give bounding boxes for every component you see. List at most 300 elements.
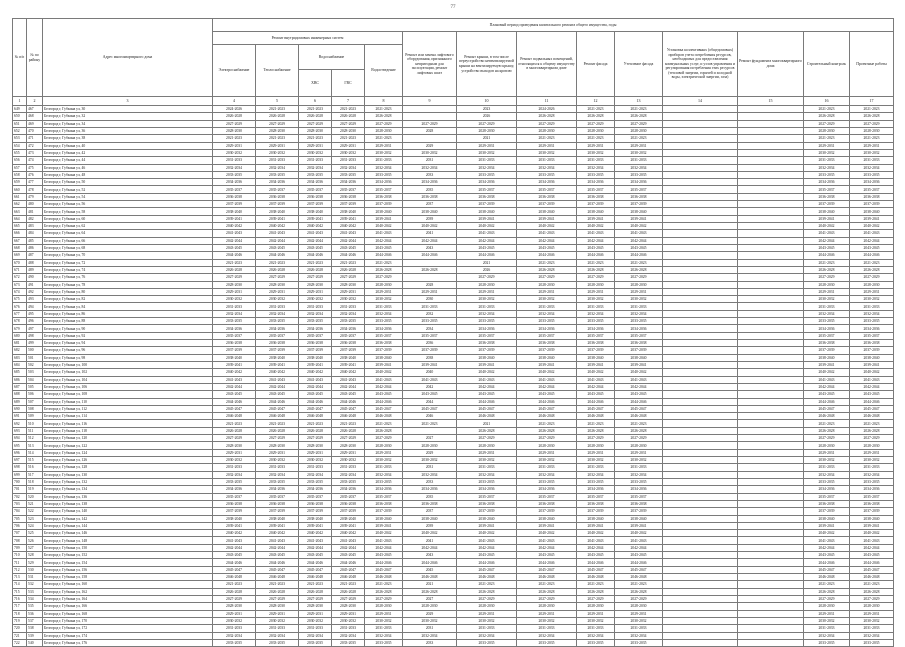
period-cell: 2032-2034 [365, 310, 403, 317]
period-cell: 2042-2044 [256, 383, 299, 390]
period-cell: 2034-2036 [577, 486, 615, 493]
period-cell: 2021-2023 [615, 106, 663, 113]
period-cell: 2035-2037 [365, 332, 403, 339]
period-cell: 2038-2040 [457, 515, 517, 522]
period-cell [738, 603, 804, 610]
period-cell: 2027-2029 [615, 595, 663, 602]
period-cell: 2033-2035 [804, 478, 850, 485]
period-cell: 2039 [403, 522, 457, 529]
address-cell: Белгород г, Губкина ул, 126 [43, 457, 213, 464]
period-cell: 2044-2046 [457, 252, 517, 259]
period-cell: 2042-2044 [850, 383, 894, 390]
district-number: 535 [27, 603, 43, 610]
address-cell: Белгород г, Губкина ул, 110 [43, 398, 213, 405]
period-cell: 2042-2044 [577, 237, 615, 244]
period-cell [663, 215, 738, 222]
row-number: 718 [13, 610, 27, 617]
address-cell: Белгород г, Губкина ул, 104 [43, 376, 213, 383]
period-cell: 2046-2048 [517, 574, 577, 581]
period-cell: 2036-2038 [577, 193, 615, 200]
row-number: 658 [13, 171, 27, 178]
period-cell: 2031-2033 [332, 625, 365, 632]
row-number: 659 [13, 179, 27, 186]
period-cell [663, 537, 738, 544]
period-cell: 2029-2031 [577, 449, 615, 456]
period-cell: 2046-2048 [517, 413, 577, 420]
period-cell: 2031-2033 [332, 303, 365, 310]
period-cell: 2029-2031 [517, 142, 577, 149]
period-cell: 2021-2023 [615, 581, 663, 588]
period-cell: 2026-2028 [332, 266, 365, 273]
period-cell [663, 508, 738, 515]
row-number: 666 [13, 230, 27, 237]
period-cell: 2033-2035 [332, 171, 365, 178]
period-cell: 2030-2032 [517, 149, 577, 156]
table-row [13, 603, 894, 610]
period-cell: 2031-2033 [615, 303, 663, 310]
period-cell: 2043-2045 [577, 391, 615, 398]
row-number: 657 [13, 164, 27, 171]
period-cell: 2033-2035 [457, 639, 517, 646]
table-row [13, 493, 894, 500]
period-cell: 2041-2043 [213, 230, 256, 237]
row-number: 688 [13, 391, 27, 398]
period-cell: 2039-2041 [403, 361, 457, 368]
period-cell: 2033 [403, 171, 457, 178]
period-cell: 2044 [403, 398, 457, 405]
period-cell: 2029-2031 [256, 288, 299, 295]
period-cell: 2044-2046 [256, 252, 299, 259]
table-row [13, 332, 894, 339]
table-row [13, 376, 894, 383]
period-cell: 2040-2042 [615, 369, 663, 376]
period-cell: 2028-2030 [365, 603, 403, 610]
period-cell: 2041-2043 [804, 230, 850, 237]
period-cell: 2030-2032 [577, 617, 615, 624]
district-number: 512 [27, 435, 43, 442]
period-cell: 2043-2045 [804, 244, 850, 251]
period-cell: 2021-2023 [365, 259, 403, 266]
period-cell: 2021-2023 [615, 259, 663, 266]
table-row [13, 420, 894, 427]
period-cell: 2038-2040 [517, 515, 577, 522]
header-address: Адрес многоквартирного дома [43, 19, 213, 97]
period-cell: 2043-2045 [850, 391, 894, 398]
period-cell [738, 113, 804, 120]
period-cell: 2031-2033 [256, 464, 299, 471]
period-cell: 2033-2035 [365, 171, 403, 178]
period-cell: 2033-2035 [517, 478, 577, 485]
header-no-pp: № п/п [13, 19, 27, 97]
period-cell: 2027-2029 [365, 274, 403, 281]
period-cell: 2029-2031 [403, 288, 457, 295]
period-cell: 2039-2041 [615, 361, 663, 368]
period-cell: 2042-2044 [213, 544, 256, 551]
district-number: 484 [27, 230, 43, 237]
district-number: 524 [27, 522, 43, 529]
period-cell: 2036-2038 [804, 500, 850, 507]
period-cell: 2032-2034 [256, 471, 299, 478]
period-cell [403, 135, 457, 142]
period-cell: 2034-2036 [299, 179, 332, 186]
period-cell: 2021-2023 [850, 135, 894, 142]
period-cell: 2033-2035 [213, 318, 256, 325]
row-number: 702 [13, 493, 27, 500]
period-cell [738, 588, 804, 595]
period-cell: 2026-2028 [615, 266, 663, 273]
period-cell: 2031-2033 [299, 157, 332, 164]
period-cell: 2032-2034 [213, 310, 256, 317]
address-cell: Белгород г, Губкина ул, 168 [43, 610, 213, 617]
table-row [13, 632, 894, 639]
period-cell: 2040-2042 [213, 530, 256, 537]
period-cell: 2045-2047 [213, 405, 256, 412]
period-cell: 2034-2036 [256, 179, 299, 186]
period-cell: 2027-2029 [332, 274, 365, 281]
period-cell: 2043-2045 [457, 391, 517, 398]
period-cell [663, 639, 738, 646]
row-number: 668 [13, 244, 27, 251]
period-cell: 2044-2046 [256, 559, 299, 566]
period-cell: 2045-2047 [850, 566, 894, 573]
table-row [13, 237, 894, 244]
period-cell: 2043-2045 [332, 391, 365, 398]
header-foundation: Ремонт фасада [577, 32, 615, 97]
table-row [13, 142, 894, 149]
period-cell: 2035-2037 [332, 493, 365, 500]
period-cell: 2037-2039 [577, 201, 615, 208]
period-cell: 2021-2023 [299, 581, 332, 588]
address-cell: Белгород г, Губкина ул, 164 [43, 595, 213, 602]
column-number: 17 [850, 97, 894, 106]
period-cell: 2036-2038 [804, 340, 850, 347]
period-cell: 2045-2047 [365, 566, 403, 573]
period-cell: 2043-2045 [213, 552, 256, 559]
period-cell: 2027-2029 [457, 274, 517, 281]
period-cell: 2029-2031 [365, 288, 403, 295]
period-cell: 2026-2028 [256, 266, 299, 273]
period-cell: 2044-2046 [365, 398, 403, 405]
period-cell: 2044-2046 [457, 398, 517, 405]
period-cell: 2040-2042 [256, 530, 299, 537]
period-cell: 2033-2035 [213, 639, 256, 646]
header-electricity: Электроснабжение [213, 45, 256, 97]
period-cell: 2028-2030 [213, 442, 256, 449]
period-cell: 2032 [403, 310, 457, 317]
period-cell: 2037-2039 [517, 201, 577, 208]
header-building-control: Строительный контроль [804, 32, 850, 97]
period-cell: 2041-2043 [850, 230, 894, 237]
address-cell: Белгород г, Губкина ул, 124 [43, 449, 213, 456]
period-cell [663, 127, 738, 134]
period-cell: 2030-2032 [457, 149, 517, 156]
column-number: 14 [663, 97, 738, 106]
address-cell: Белгород г, Губкина ул, 138 [43, 500, 213, 507]
district-number: 468 [27, 113, 43, 120]
row-number: 686 [13, 376, 27, 383]
period-cell: 2038-2040 [577, 208, 615, 215]
period-cell: 2021 [457, 135, 517, 142]
period-cell: 2032-2034 [615, 164, 663, 171]
row-number: 670 [13, 259, 27, 266]
period-cell: 2037-2039 [332, 347, 365, 354]
period-cell: 2033-2035 [577, 318, 615, 325]
period-cell: 2033-2035 [517, 171, 577, 178]
period-cell: 2039-2041 [615, 215, 663, 222]
period-cell: 2027-2029 [256, 435, 299, 442]
period-cell: 2026-2028 [299, 427, 332, 434]
address-cell: Белгород г, Губкина ул, 148 [43, 537, 213, 544]
district-number: 514 [27, 449, 43, 456]
row-number: 663 [13, 208, 27, 215]
period-cell: 2034-2036 [457, 325, 517, 332]
period-cell: 2031-2033 [615, 464, 663, 471]
period-cell: 2026 [457, 113, 517, 120]
period-cell: 2033-2035 [577, 639, 615, 646]
period-cell: 2028-2030 [365, 442, 403, 449]
period-cell: 2038-2040 [517, 354, 577, 361]
period-cell: 2043-2045 [804, 552, 850, 559]
period-cell: 2030-2032 [517, 617, 577, 624]
period-cell: 2043-2045 [517, 552, 577, 559]
period-cell [663, 223, 738, 230]
period-cell [663, 471, 738, 478]
period-cell: 2041-2043 [256, 376, 299, 383]
period-cell: 2033-2035 [213, 478, 256, 485]
period-cell [738, 427, 804, 434]
table-row [13, 610, 894, 617]
row-number: 690 [13, 405, 27, 412]
address-cell: Белгород г, Губкина ул, 86 [43, 310, 213, 317]
table-row [13, 179, 894, 186]
period-cell: 2027-2029 [365, 120, 403, 127]
table-row [13, 625, 894, 632]
period-cell: 2045-2047 [850, 405, 894, 412]
period-cell [663, 391, 738, 398]
period-cell: 2041-2043 [615, 376, 663, 383]
period-cell: 2033-2035 [517, 639, 577, 646]
period-cell: 2034-2036 [577, 325, 615, 332]
row-number: 708 [13, 537, 27, 544]
period-cell [663, 603, 738, 610]
period-cell: 2028-2030 [332, 442, 365, 449]
period-cell: 2031-2033 [577, 625, 615, 632]
period-cell [663, 552, 738, 559]
period-cell: 2032-2034 [577, 632, 615, 639]
period-cell: 2036-2038 [365, 193, 403, 200]
district-number: 531 [27, 574, 43, 581]
period-cell: 2036-2038 [299, 500, 332, 507]
period-cell: 2038-2040 [256, 354, 299, 361]
district-number: 469 [27, 120, 43, 127]
period-cell [738, 420, 804, 427]
period-cell: 2021-2023 [804, 135, 850, 142]
period-cell: 2040-2042 [850, 530, 894, 537]
period-cell: 2043-2045 [615, 391, 663, 398]
period-cell: 2026-2028 [332, 113, 365, 120]
period-cell: 2043-2045 [517, 391, 577, 398]
period-cell: 2039-2041 [256, 522, 299, 529]
period-cell: 2029-2031 [804, 610, 850, 617]
district-number: 511 [27, 427, 43, 434]
district-number: 505 [27, 383, 43, 390]
period-cell: 2021-2023 [256, 106, 299, 113]
period-cell: 2042-2044 [850, 237, 894, 244]
address-cell: Белгород г, Губкина ул, 134 [43, 486, 213, 493]
period-cell: 2034-2036 [403, 179, 457, 186]
period-cell [663, 522, 738, 529]
period-cell: 2033-2035 [365, 478, 403, 485]
period-cell: 2037-2039 [256, 347, 299, 354]
district-number: 477 [27, 179, 43, 186]
period-cell [738, 515, 804, 522]
period-cell [663, 486, 738, 493]
period-cell [738, 383, 804, 390]
period-cell: 2034-2036 [365, 325, 403, 332]
row-number: 679 [13, 325, 27, 332]
period-cell: 2028-2030 [804, 127, 850, 134]
period-cell: 2021-2023 [577, 259, 615, 266]
period-cell: 2032-2034 [577, 310, 615, 317]
period-cell: 2021 [457, 259, 517, 266]
period-cell: 2026-2028 [615, 113, 663, 120]
period-cell: 2046-2048 [577, 413, 615, 420]
period-cell: 2041-2043 [615, 537, 663, 544]
period-cell: 2041-2043 [332, 537, 365, 544]
period-cell: 2039-2041 [517, 522, 577, 529]
district-number: 521 [27, 500, 43, 507]
row-number: 709 [13, 544, 27, 551]
period-cell: 2035-2037 [804, 186, 850, 193]
period-cell: 2036-2038 [850, 193, 894, 200]
address-cell: Белгород г, Губкина ул, 156 [43, 566, 213, 573]
period-cell: 2029-2031 [213, 142, 256, 149]
period-cell: 2026-2028 [403, 266, 457, 273]
period-cell: 2031-2033 [804, 303, 850, 310]
period-cell: 2041-2043 [332, 376, 365, 383]
address-cell: Белгород г, Губкина ул, 66 [43, 237, 213, 244]
table-row [13, 552, 894, 559]
period-cell: 2041-2043 [804, 376, 850, 383]
period-cell: 2033-2035 [517, 318, 577, 325]
period-cell: 2033-2035 [299, 171, 332, 178]
period-cell [738, 566, 804, 573]
period-cell: 2029-2031 [850, 288, 894, 295]
period-cell: 2034-2036 [804, 486, 850, 493]
row-number: 710 [13, 552, 27, 559]
period-cell: 2044-2046 [332, 252, 365, 259]
period-cell [663, 135, 738, 142]
table-row [13, 223, 894, 230]
period-cell [738, 595, 804, 602]
period-cell: 2028-2030 [615, 127, 663, 134]
period-cell: 2033-2035 [299, 639, 332, 646]
period-cell: 2031-2033 [517, 157, 577, 164]
period-cell: 2026-2028 [457, 588, 517, 595]
period-cell: 2042-2044 [332, 544, 365, 551]
district-number: 504 [27, 376, 43, 383]
period-cell: 2032-2034 [457, 471, 517, 478]
table-row [13, 457, 894, 464]
period-cell: 2043-2045 [299, 552, 332, 559]
period-cell [663, 157, 738, 164]
period-cell: 2034-2036 [517, 325, 577, 332]
period-cell: 2046-2048 [850, 413, 894, 420]
period-cell: 2031-2033 [213, 464, 256, 471]
period-cell: 2042-2044 [299, 544, 332, 551]
period-cell: 2038-2040 [299, 208, 332, 215]
period-cell [738, 617, 804, 624]
period-cell: 2046-2048 [615, 413, 663, 420]
period-cell [663, 595, 738, 602]
table-row [13, 201, 894, 208]
district-number: 482 [27, 215, 43, 222]
table-row [13, 581, 894, 588]
column-number: 2 [27, 97, 43, 106]
district-number: 495 [27, 310, 43, 317]
period-cell [738, 449, 804, 456]
period-cell: 2021-2023 [517, 259, 577, 266]
period-cell: 2026-2028 [213, 266, 256, 273]
table-row [13, 361, 894, 368]
period-cell [738, 266, 804, 273]
period-cell: 2036-2038 [299, 340, 332, 347]
period-cell: 2021-2023 [517, 420, 577, 427]
period-cell: 2042-2044 [332, 383, 365, 390]
period-cell: 2030-2032 [850, 296, 894, 303]
period-cell: 2037-2039 [577, 508, 615, 515]
period-cell: 2033-2035 [299, 318, 332, 325]
period-cell: 2035-2037 [577, 186, 615, 193]
period-cell: 2030-2032 [299, 457, 332, 464]
period-cell [738, 413, 804, 420]
header-heat: Теплоснабжение [256, 45, 299, 97]
period-cell: 2031 [403, 464, 457, 471]
period-cell: 2035-2037 [517, 493, 577, 500]
period-cell: 2039-2041 [213, 522, 256, 529]
period-cell: 2026-2028 [615, 588, 663, 595]
period-cell: 2030-2032 [365, 617, 403, 624]
period-cell: 2027-2029 [517, 595, 577, 602]
address-cell: Белгород г, Губкина ул, 72 [43, 259, 213, 266]
row-number: 676 [13, 303, 27, 310]
period-cell: 2040-2042 [577, 223, 615, 230]
period-cell [738, 332, 804, 339]
row-number: 654 [13, 142, 27, 149]
period-cell: 2043-2045 [256, 552, 299, 559]
district-number: 498 [27, 332, 43, 339]
table-row [13, 325, 894, 332]
row-number: 706 [13, 522, 27, 529]
district-number: 476 [27, 171, 43, 178]
period-cell: 2039-2041 [332, 215, 365, 222]
period-cell: 2045-2047 [577, 405, 615, 412]
period-cell: 2021-2023 [299, 259, 332, 266]
period-cell: 2032-2034 [403, 164, 457, 171]
period-cell: 2030-2032 [299, 149, 332, 156]
period-cell: 2028-2030 [577, 442, 615, 449]
period-cell: 2021-2023 [365, 106, 403, 113]
table-row [13, 427, 894, 434]
period-cell: 2030-2032 [256, 296, 299, 303]
column-number: 8 [365, 97, 403, 106]
table-row [13, 391, 894, 398]
period-cell: 2034-2036 [850, 325, 894, 332]
period-cell: 2045-2047 [365, 405, 403, 412]
period-cell: 2028-2030 [403, 442, 457, 449]
address-cell: Белгород г, Губкина ул, 96 [43, 347, 213, 354]
period-cell: 2041-2043 [299, 230, 332, 237]
